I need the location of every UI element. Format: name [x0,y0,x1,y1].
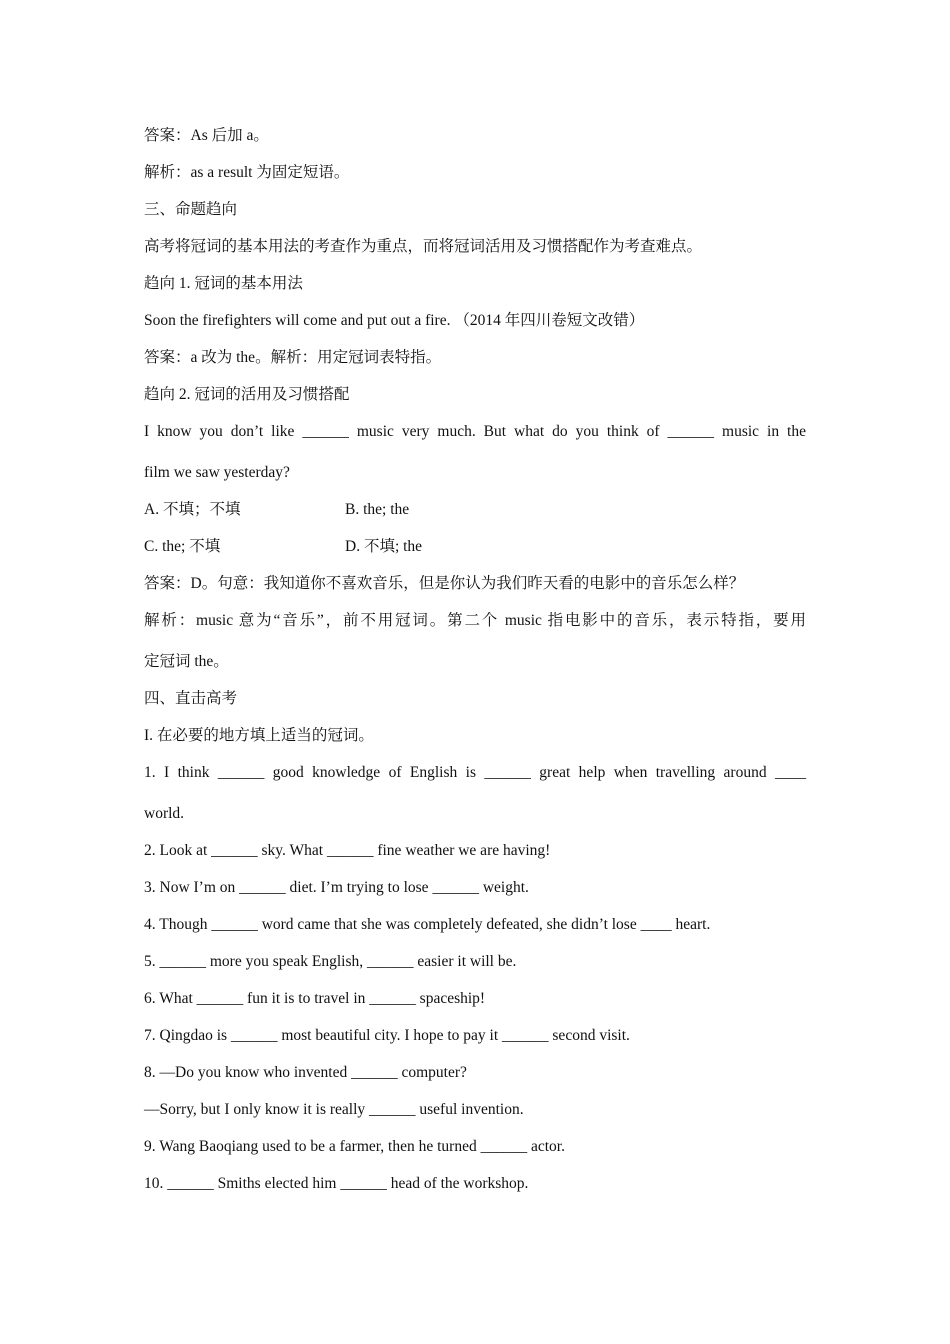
trend-2-heading: 趋向 2. 冠词的活用及习惯搭配 [144,386,350,403]
exercise-item-10: 10. ______ Smiths elected him ______ head of the workshop. [144,1175,529,1192]
trend-2-question-line-2: film we saw yesterday? [144,464,290,481]
option-a: A. 不填；不填 [144,501,241,518]
section-heading-trends: 三、命题趋向 [144,201,238,218]
trend-1-example: Soon the firefighters will come and put out a fire. （2014 年四川卷短文改错） [144,312,645,329]
trend-1-heading: 趋向 1. 冠词的基本用法 [144,275,303,292]
exercise-item-1-line-2: world. [144,805,185,822]
trend-1-answer: 答案：a 改为 the。解析：用定冠词表特指。 [144,349,442,366]
section-heading-exam: 四、直击高考 [144,690,238,707]
trend-2-question-line-1: I know you don’t like ______ music very much. But what do you think of ______ music in the [144,423,806,440]
exercise-item-4: 4. Though ______ word came that she was completely defeated, she didn’t lose ____ heart. [144,916,711,933]
exercise-item-6: 6. What ______ fun it is to travel in ______ spaceship! [144,990,486,1007]
exercise-item-1-line-1: 1. I think ______ good knowledge of English is ______ great help when travelling around ____ [144,764,806,781]
trend-2-analysis-line-1: 解析：music 意为“音乐”，前不用冠词。第二个 music 指电影中的音乐，表示特指，要用 [144,612,806,629]
exercise-item-3: 3. Now I’m on ______ diet. I’m trying to lose ______ weight. [144,879,529,896]
exercise-item-2: 2. Look at ______ sky. What ______ fine weather we are having! [144,842,551,859]
exercise-item-5: 5. ______ more you speak English, ______ easier it will be. [144,953,517,970]
trend-2-answer: 答案：D。句意：我知道你不喜欢音乐，但是你认为我们昨天看的电影中的音乐怎么样？ [144,575,745,592]
exercise-item-7: 7. Qingdao is ______ most beautiful city. I hope to pay it ______ second visit. [144,1027,630,1044]
trend-2-analysis-line-2: 定冠词 the。 [144,653,229,670]
trends-summary: 高考将冠词的基本用法的考查作为重点，而将冠词活用及习惯搭配作为考查难点。 [144,238,703,255]
analysis-line-1: 解析：as a result 为固定短语。 [144,164,350,181]
exercise-item-8-reply: —Sorry, but I only know it is really ______ useful invention. [144,1101,524,1118]
exercise-instruction: I. 在必要的地方填上适当的冠词。 [144,727,374,744]
exercise-item-8-question: 8. —Do you know who invented ______ computer? [144,1064,467,1081]
option-c: C. the; 不填 [144,538,221,555]
option-b: B. the; the [345,501,410,518]
option-d: D. 不填; the [345,538,423,555]
answer-line-1: 答案：As 后加 a。 [144,127,269,144]
exercise-item-9: 9. Wang Baoqiang used to be a farmer, then he turned ______ actor. [144,1138,565,1155]
